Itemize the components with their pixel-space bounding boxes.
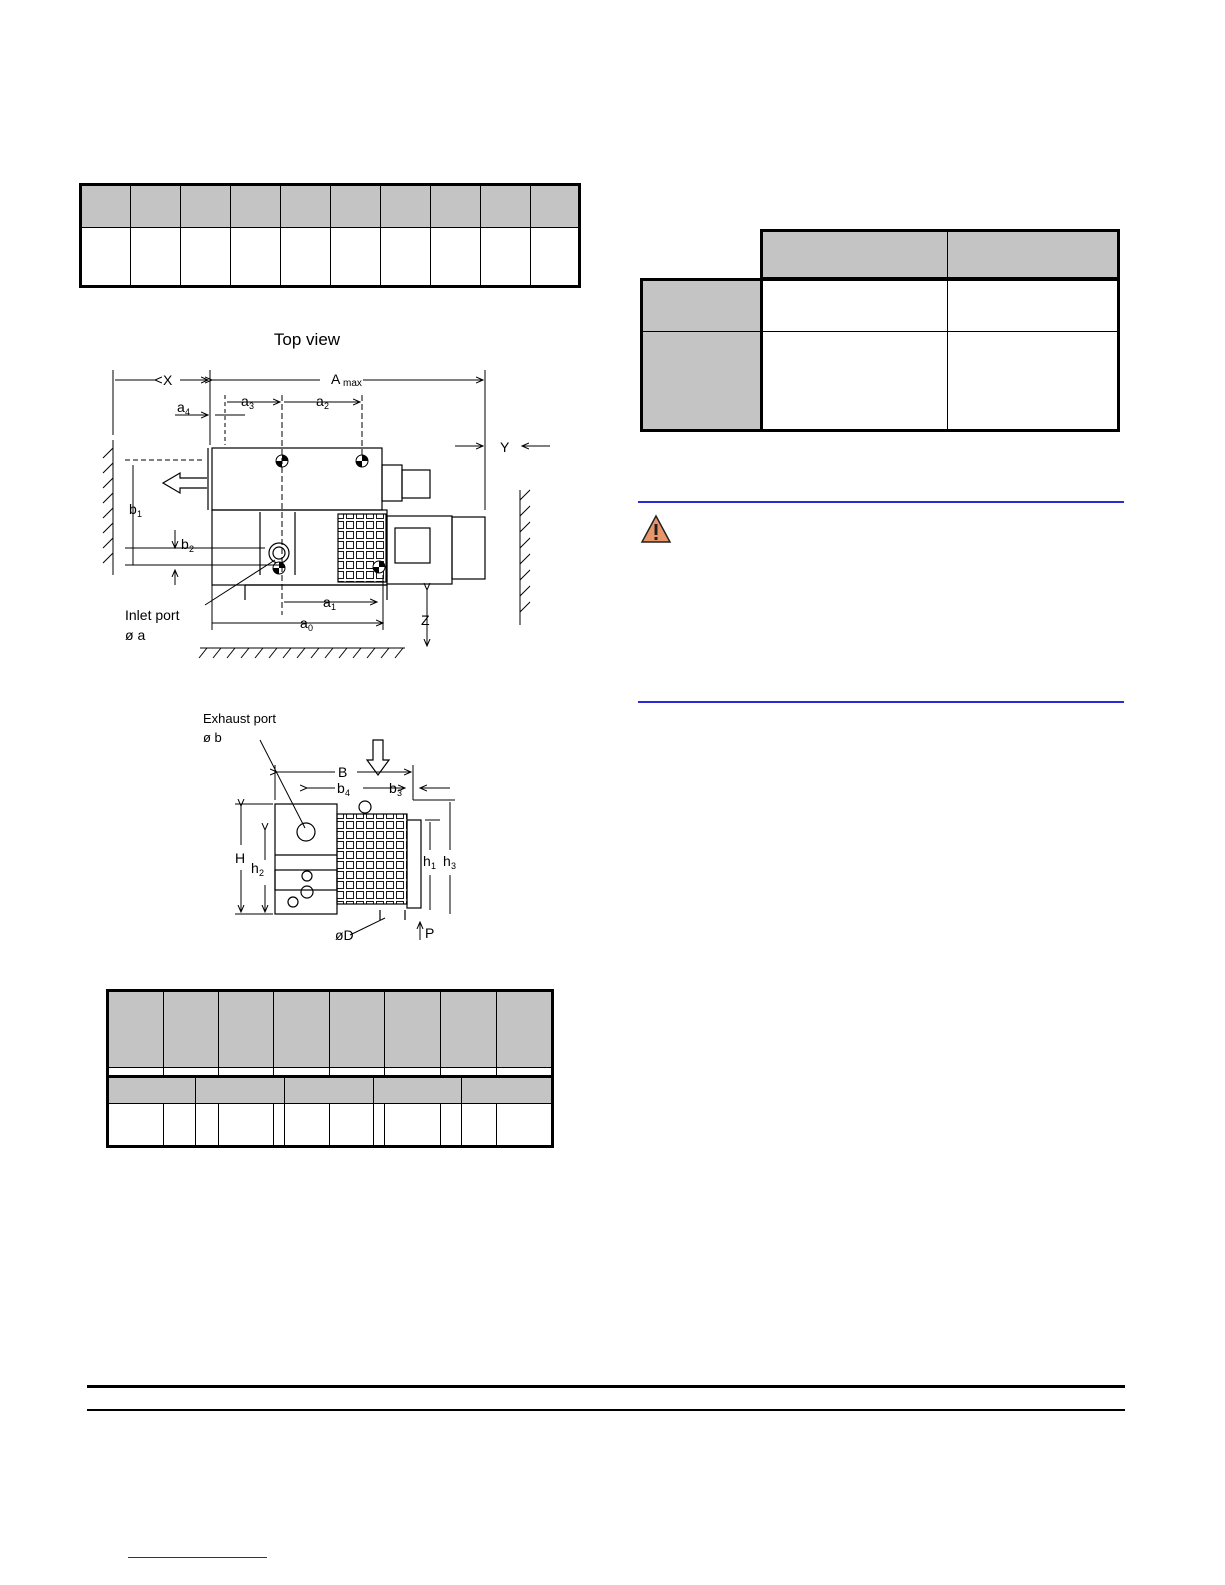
table-cell: [762, 280, 948, 332]
table-header-cell: [497, 991, 554, 1068]
table-header-cell: [81, 185, 131, 228]
table-header-cell: [181, 185, 231, 228]
warning-triangle-icon: [640, 514, 672, 544]
svg-text:1: 1: [331, 602, 337, 612]
table-header-cell: [196, 1078, 285, 1104]
svg-text:ø a: ø a: [125, 627, 146, 643]
svg-text:b: b: [129, 501, 137, 517]
svg-text:H: H: [235, 850, 246, 866]
svg-text:a: a: [316, 393, 324, 409]
table-cell: [81, 228, 131, 287]
table-header-cell: [219, 991, 274, 1068]
svg-text:2: 2: [259, 868, 265, 878]
svg-text:a: a: [300, 615, 308, 631]
table-header-cell: [441, 991, 497, 1068]
table-cell: [462, 1104, 554, 1147]
svg-text:4: 4: [345, 788, 351, 798]
table-cell: [108, 1104, 196, 1147]
table-cell: [531, 228, 581, 287]
table-cell: [131, 228, 181, 287]
table-cell: [285, 1104, 374, 1147]
svg-text:a: a: [177, 399, 185, 415]
pump-top-view: [208, 448, 485, 600]
svg-text:øD: øD: [335, 927, 354, 943]
table-row-header: [642, 332, 762, 431]
table-header-cell: [481, 185, 531, 228]
table-header-cell: [462, 1078, 554, 1104]
svg-text:h: h: [423, 853, 431, 869]
table-cell: [948, 280, 1120, 332]
table-cell: [374, 1104, 462, 1147]
table-cell: [481, 228, 531, 287]
svg-text:b: b: [389, 780, 397, 796]
warning-rule-top: [638, 501, 1124, 503]
svg-text:4: 4: [185, 407, 191, 417]
pump-side-view: [275, 740, 421, 920]
table-header-cell: [381, 185, 431, 228]
table-cell: [948, 332, 1120, 431]
table-header-cell: [531, 185, 581, 228]
svg-text:3: 3: [451, 861, 457, 871]
svg-text:Inlet port: Inlet port: [125, 607, 180, 623]
table-header-cell: [164, 991, 219, 1068]
footer-rule-bottom: [87, 1409, 1125, 1411]
table-header-cell: [131, 185, 181, 228]
table-cell: [231, 228, 281, 287]
flow-arrow-left: [163, 473, 207, 493]
table-cell: [181, 228, 231, 287]
table-header-cell: [948, 231, 1120, 280]
table-header-cell: [285, 1078, 374, 1104]
table-corner-empty: [642, 231, 762, 280]
svg-text:A: A: [331, 371, 341, 387]
table-row-header: [642, 280, 762, 332]
floor: [199, 648, 405, 658]
dimension-table-bottom-2: [107, 1077, 554, 1147]
svg-text:ø b: ø b: [203, 730, 222, 745]
table-header-cell: [385, 991, 441, 1068]
svg-text:a: a: [241, 393, 249, 409]
svg-text:a: a: [323, 594, 331, 610]
svg-text:b: b: [181, 536, 189, 552]
table-header-cell: [231, 185, 281, 228]
table-header-cell: [281, 185, 331, 228]
right-wall: [520, 490, 530, 625]
svg-text:X: X: [163, 372, 173, 388]
svg-text:h: h: [251, 860, 259, 876]
svg-text:B: B: [338, 764, 348, 780]
table-cell: [431, 228, 481, 287]
table-header-cell: [330, 991, 385, 1068]
svg-text:Y: Y: [500, 439, 510, 455]
svg-text:2: 2: [324, 401, 330, 411]
svg-text:3: 3: [249, 401, 255, 411]
table-divider: [760, 278, 763, 432]
table-cell: [281, 228, 331, 287]
table-header-cell: [274, 991, 330, 1068]
warning-rule-bottom: [638, 701, 1124, 703]
table-header-cell: [108, 1078, 196, 1104]
svg-text:1: 1: [137, 509, 143, 519]
svg-text:Z: Z: [421, 612, 430, 628]
table-cell: [196, 1104, 285, 1147]
svg-text:Exhaust port: Exhaust port: [203, 711, 276, 726]
table-header-cell: [762, 231, 948, 280]
svg-text:3: 3: [397, 788, 403, 798]
svg-text:h: h: [443, 853, 451, 869]
svg-text:P: P: [425, 925, 435, 941]
table-cell: [762, 332, 948, 431]
svg-text:0: 0: [308, 623, 314, 633]
table-header-cell: [431, 185, 481, 228]
svg-text:max: max: [343, 378, 362, 389]
table-cell: [381, 228, 431, 287]
left-wall: [103, 440, 113, 575]
table-header-cell: [331, 185, 381, 228]
table-header-cell: [108, 991, 164, 1068]
spec-table-right: [641, 230, 1120, 431]
footer-rule-top: [87, 1385, 1125, 1388]
table-divider: [106, 1075, 554, 1078]
dimension-table-top: [80, 184, 581, 287]
svg-text:2: 2: [189, 544, 195, 554]
top-view-title: Top view: [273, 330, 341, 349]
footer-link-underline[interactable]: [128, 1557, 267, 1558]
svg-text:1: 1: [431, 861, 437, 871]
table-cell: [331, 228, 381, 287]
svg-text:b: b: [337, 780, 345, 796]
table-header-cell: [374, 1078, 462, 1104]
pump-dimension-diagram: [95, 320, 565, 950]
